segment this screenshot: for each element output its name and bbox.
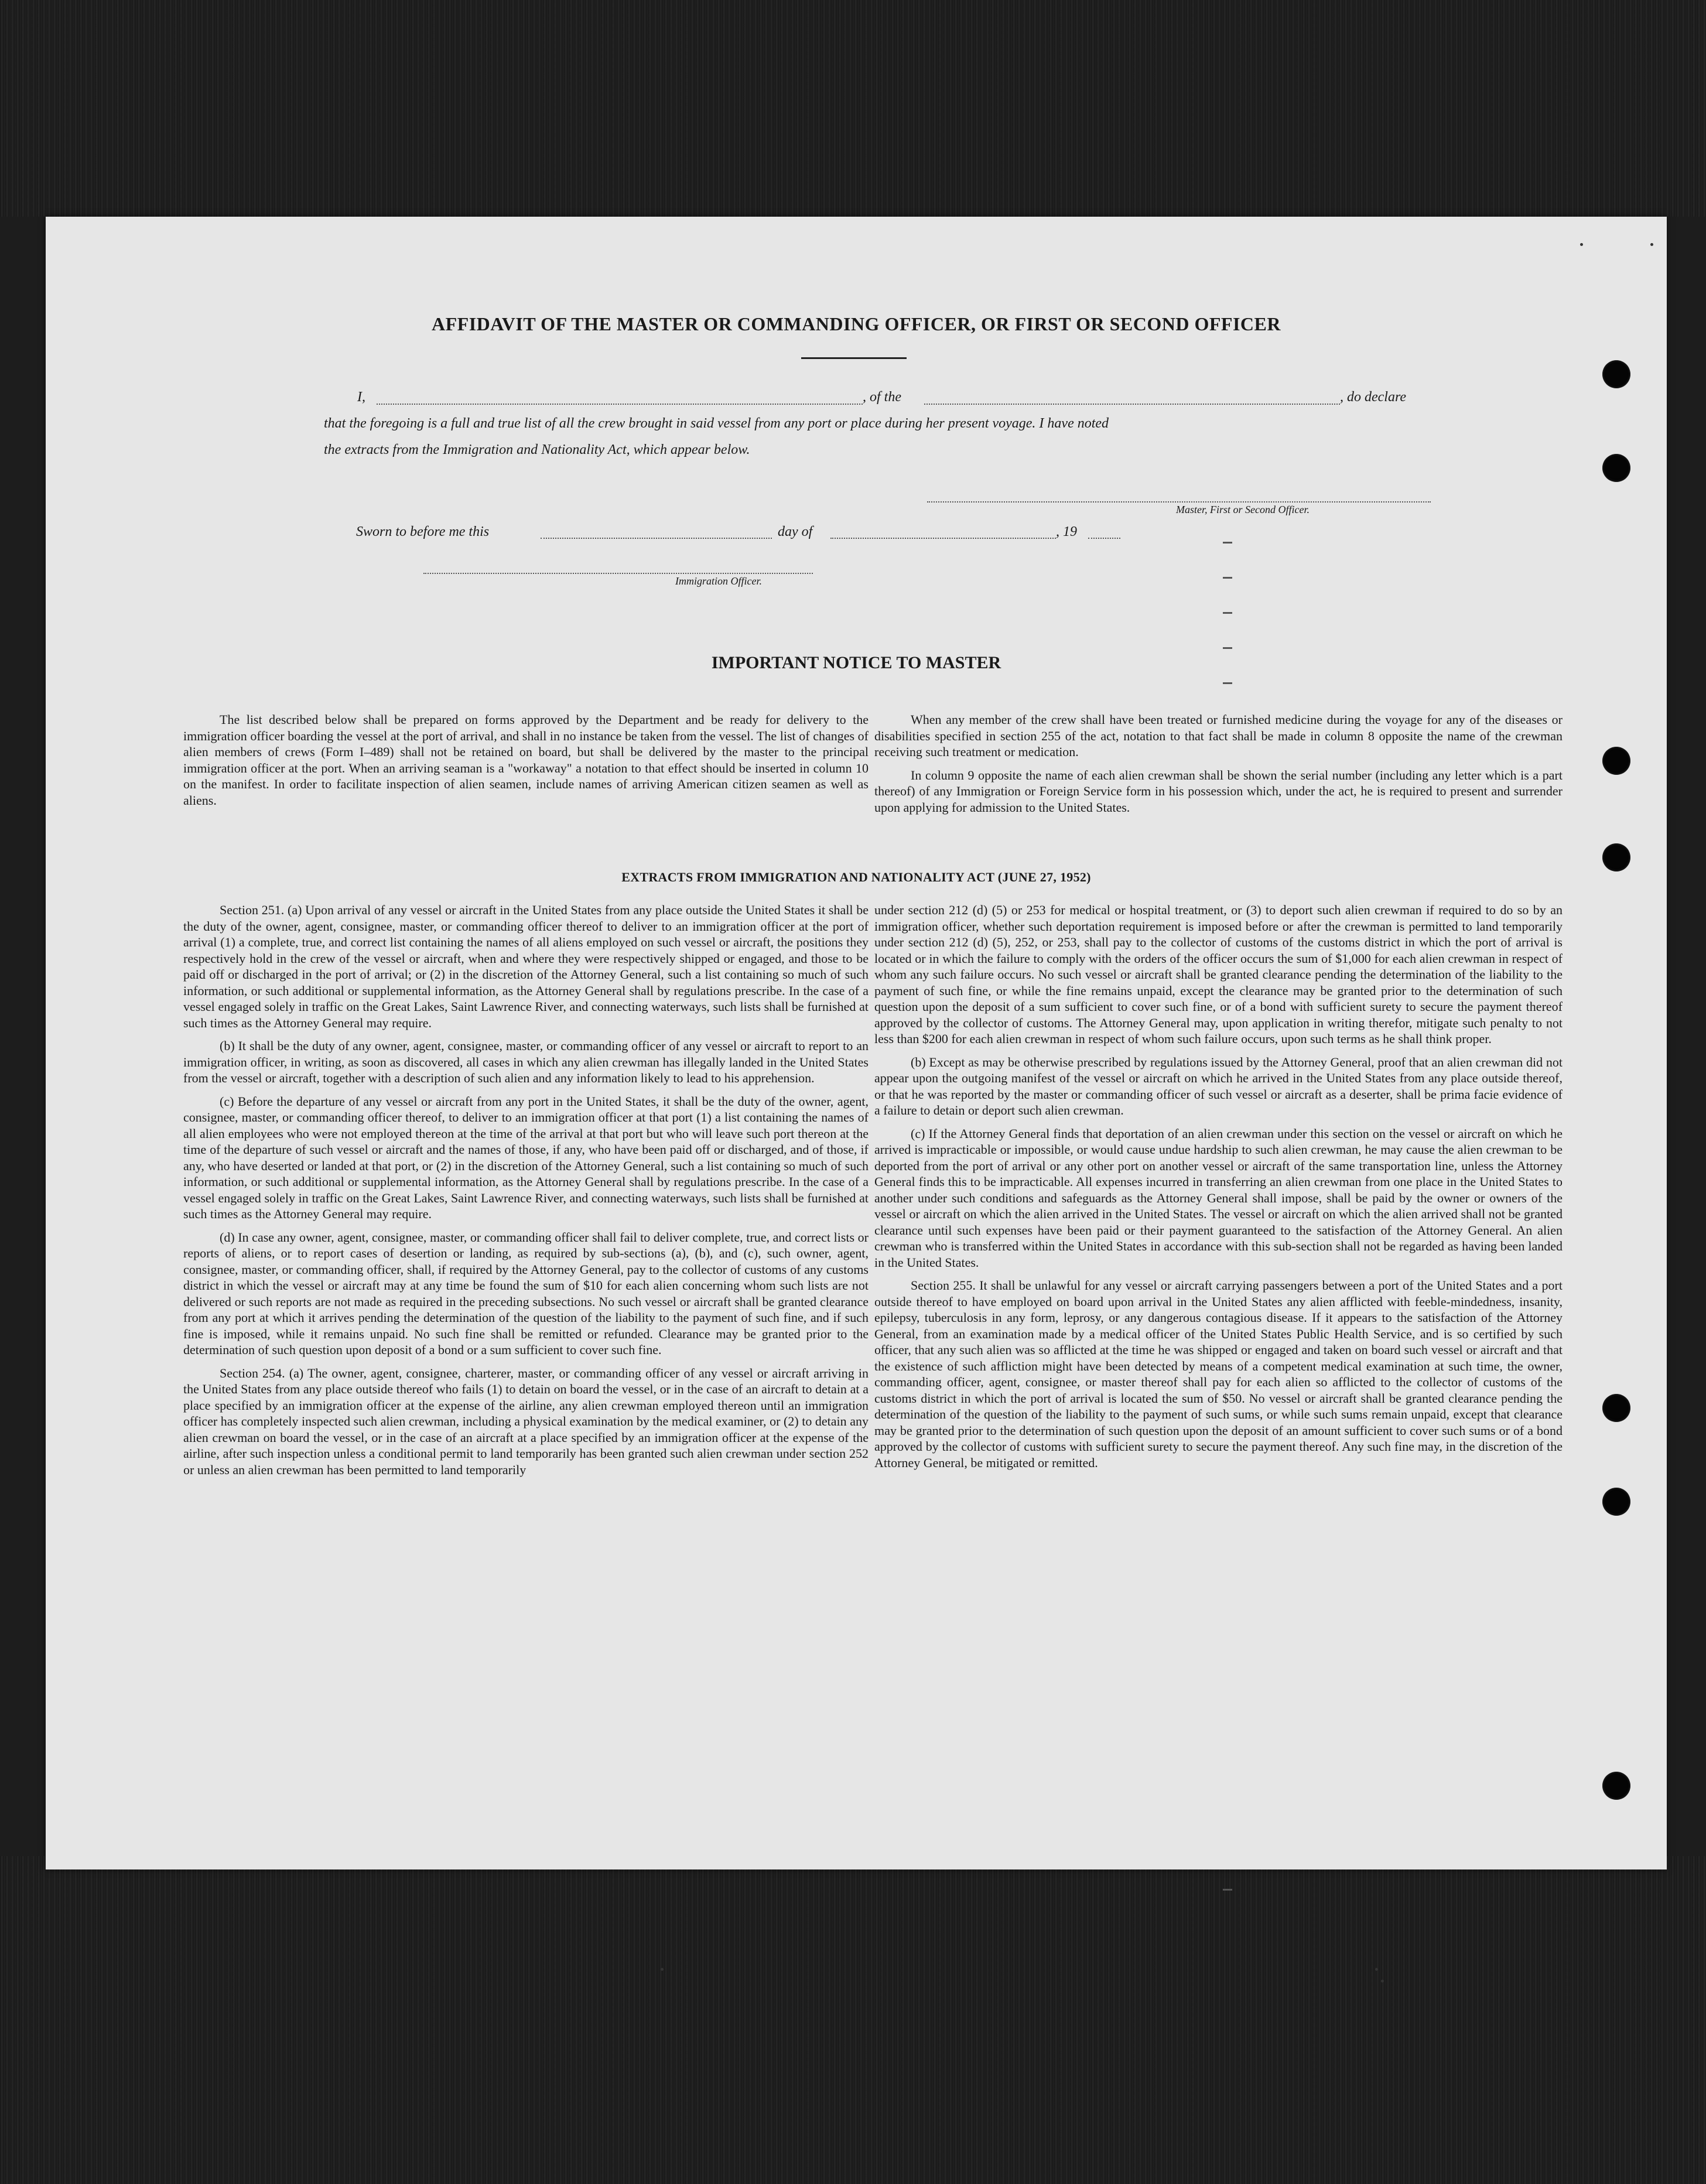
day-of-label: day of bbox=[778, 524, 813, 539]
declarant-name-field[interactable] bbox=[377, 403, 863, 405]
notice-right-column bbox=[874, 712, 1563, 822]
act-section-paragraph: Section 255. It shall be unlawful for any vessel or aircraft carrying passengers between a port of the United States and a port outside thereof to have employed on board upon arrival in the United States any alien afflicted with feeble-mindedness, insanity, epilepsy, tuberculosis in any form, leprosy, or any dangerous contagious disease. If it appears to the satisfaction of the Attorney General, from an examination made by a medical officer of the United States Public Health Service, and is so certified by such officer, that any such alien was so afflicted at the time he was shipped or engaged and taken on board such vessel or aircraft and that the existence of such affliction might have been detected by means of a competent medical examination at such time, the owner, commanding officer, agent, consignee, or master thereof shall pay for each alien so afflicted to the collector of customs of the customs district in which the port of arrival is located the sum of $50. No vessel or aircraft shall be granted clearance pending the determination of the question of the liability to the payment of such sums, or while such sums remain unpaid, except that clearance may be granted prior to the determination of such question upon the deposit of an amount sufficient to cover such sums or of a bond approved by the collector of customs with sufficient surety to secure the payment thereof. Any such fine may, in the discretion of the Attorney General, be mitigated or remitted. bbox=[874, 1278, 1563, 1470]
bleed-through-mark bbox=[1223, 647, 1232, 649]
act-section-paragraph: Section 251. (a) Upon arrival of any vessel or aircraft in the United States from any place outside the United States it shall be the duty of the owner, agent, consignee, master, or commanding officer thereof to deliver to an immigration officer at the port of arrival (1) a complete, true, and correct list containing the names of all aliens employed on such vessel or aircraft, the positions they respectively hold in the crew of the vessel or aircraft, when and where they were respectively shipped or engaged, and those to be paid off or discharged in the port of arrival; or (2) in the discretion of the Attorney General, such a list containing so much of such information, or such additional or supplemental information, as the Attorney General shall by regulations prescribe. In the case of a vessel engaged solely in traffic on the Great Lakes, Saint Lawrence River, and connecting waterways, such lists shall be furnished at such times as the Attorney General may require. bbox=[183, 903, 869, 1030]
scanner-background-top bbox=[0, 0, 1706, 217]
bleed-through-mark bbox=[1223, 542, 1232, 544]
notice-paragraph: The list described below shall be prepared on forms approved by the Department and be ready for delivery to the immigration officer boarding the vessel at the port of arrival, and shall in no instance be taken from the vessel. The list of changes of alien members of crews (Form I–489) shall not be retained on board, but shall be delivered by the master to the principal immigration officer at the port. When an arriving seaman is a "workaway" a notation to that effect should be inserted in column 10 on the manifest. In order to facilitate inspection of alien seamen, include names of arriving American citizen seamen as well as aliens. bbox=[183, 712, 869, 808]
punch-hole bbox=[1602, 360, 1630, 388]
document-page bbox=[46, 217, 1667, 1869]
punch-hole bbox=[1602, 843, 1630, 871]
title-underline bbox=[801, 357, 907, 359]
vessel-name-field[interactable] bbox=[924, 403, 1340, 405]
of-the-label: , of the bbox=[863, 389, 901, 405]
do-declare-label: , do declare bbox=[1340, 389, 1407, 405]
act-section-paragraph: (c) Before the departure of any vessel or aircraft from any port in the United States, it shall be the duty of the owner, agent, consignee, master, or commanding officer thereof, to deliver to an immigration officer at that port (1) a list containing the names of all alien employees who were not employed thereon at the time of the arrival at that port but who will leave such port thereon at the time of the departure of such vessel or aircraft and the names of those, if any, who have been paid off or discharged, and of those, if any, who have deserted or landed at that port, or (2) in the discretion of the Attorney General, such a list containing so much of such information, or such additional or supplemental information, as the Attorney General shall by regulations prescribe. In the case of a vessel engaged solely in traffic on the Great Lakes, Saint Lawrence River, and connecting waterways, such lists shall be furnished at such times as the Attorney General may require. bbox=[183, 1093, 869, 1221]
punch-hole bbox=[1602, 747, 1630, 775]
paper-speck bbox=[1580, 243, 1583, 246]
bleed-through-mark bbox=[1223, 1889, 1232, 1891]
notice-paragraph: When any member of the crew shall have been treated or furnished medicine during the voyage for any of the diseases or disabilities specified in section 255 of the act, notation to that fact shall be made in column 8 opposite the name of the crewman receiving such treatment or medication. bbox=[874, 712, 1563, 759]
notice-left-column bbox=[183, 712, 869, 815]
master-signature-caption: Master, First or Second Officer. bbox=[1176, 504, 1310, 515]
paper-speck bbox=[1650, 243, 1653, 246]
declarant-prefix: I, bbox=[357, 389, 365, 405]
act-section-paragraph: Section 254. (a) The owner, agent, consignee, charterer, master, or commanding officer of any vessel or aircraft arriving in the United States from any place outside thereof who fails (1) to detain on board the vessel, or in the case of an aircraft to detain at a place specified by an immigration officer at the expense of the airline, any alien crewman employed thereon until an immigration officer has completely inspected such alien crewman, including a physical examination by the medical examiner, or (2) to detain any alien crewman on board the vessel, or in the case of an aircraft at a place specified by an immigration officer at the expense of the airline, after such inspection unless a conditional permit to land temporarily has been granted such alien crewman under section 252 or unless an alien crewman has been permitted to land temporarily bbox=[183, 1365, 869, 1477]
scanner-background-bottom bbox=[0, 1856, 1706, 2184]
affidavit-title: AFFIDAVIT OF THE MASTER OR COMMANDING OFFICER, OR FIRST OR SECOND OFFICER bbox=[432, 313, 1281, 334]
year-label: , 19 bbox=[1056, 524, 1077, 539]
immigration-officer-caption: Immigration Officer. bbox=[675, 575, 762, 587]
act-section-paragraph: under section 212 (d) (5) or 253 for medical or hospital treatment, or (3) to deport such alien crewman if required to do so by an immigration officer, whether such deportation requirement is imposed before or after the crewman is permitted to land temporarily under section 212 (d) (5), 252, or 253, shall pay to the collector of customs of the customs district in which the port of arrival is located or in which the failure to comply with the orders of the officer occurs the sum of $1,000 for each alien crewman in respect of whom any such failure occurs. No such vessel or aircraft shall be granted clearance pending the determination of the liability to the payment of such fine, or while the fine remains unpaid, except the clearance may be granted prior to the determination of such question upon the deposit of a sum sufficient to cover such fine, or of a bond with sufficient surety to secure the payment thereof approved by the collector of customs. The Attorney General may, upon application in writing therefor, mitigate such penalty to not less than $200 for each alien crewman in respect of whom such failure occurs, upon such terms as he shall think proper. bbox=[874, 903, 1563, 1046]
sworn-day-field[interactable] bbox=[541, 537, 772, 539]
punch-hole bbox=[1602, 454, 1630, 482]
extracts-right-column bbox=[874, 902, 1563, 1478]
punch-hole bbox=[1602, 1488, 1630, 1516]
extracts-left-column bbox=[183, 902, 869, 1485]
notice-paragraph: In column 9 opposite the name of each alien crewman shall be shown the serial number (including any letter which is a part thereof) of any Immigration or Foreign Service form in his possession which, under the act, he is required to present and surrender upon applying for admission to the United States. bbox=[874, 767, 1563, 815]
notice-title: IMPORTANT NOTICE TO MASTER bbox=[711, 653, 1001, 672]
act-section-paragraph: (b) Except as may be otherwise prescribed by regulations issued by the Attorney General, proof that an alien crewman did not appear upon the outgoing manifest of the vessel or aircraft on which he arrived in the United States from any place outside thereof, or that he was reported by the master or commanding officer of such vessel or aircraft as a deserter, shall be prima facie evidence of a failure to detain or deport such alien crewman. bbox=[874, 1054, 1563, 1117]
paper-speck bbox=[1375, 1968, 1378, 1971]
sworn-month-field[interactable] bbox=[830, 537, 1056, 539]
bleed-through-mark bbox=[1223, 612, 1232, 614]
punch-hole bbox=[1602, 1394, 1630, 1422]
declaration-line-2: the extracts from the Immigration and Nationality Act, which appear below. bbox=[324, 442, 750, 457]
act-section-paragraph: (d) In case any owner, agent, consignee, master, or commanding officer shall fail to deliver complete, true, and correct lists or reports of aliens, or to report cases of desertion or landing, as required by sub-sections (a), (b), and (c), such owner, agent, consignee, master, or commanding officer, shall, if required by the Attorney General, pay to the collector of customs of any customs district in which the vessel or aircraft may at any time be found the sum of $10 for each alien concerning whom such lists are not delivered or such reports are not made as required in the preceding subsections. No such vessel or aircraft shall be granted clearance from any port at which it arrives pending the determination of the question of the liability to the payment of such fine, and if such fine is imposed, while it remains unpaid. No such fine shall be remitted or refunded. Clearance may be granted prior to the determination of such question upon deposit of a bond or a sum sufficient to cover such fine. bbox=[183, 1229, 869, 1357]
paper-speck bbox=[1381, 1980, 1384, 1983]
extracts-title: EXTRACTS FROM IMMIGRATION AND NATIONALITY ACT (JUNE 27, 1952) bbox=[621, 870, 1091, 884]
master-signature-field[interactable] bbox=[927, 501, 1431, 503]
paper-speck bbox=[661, 1968, 664, 1971]
act-section-paragraph: (b) It shall be the duty of any owner, agent, consignee, master, or commanding officer of any vessel or aircraft to report to an immigration officer, in writing, as soon as discovered, all cases in which any alien crewman has illegally landed in the United States from the vessel or aircraft, together with a description of such alien and any information likely to lead to his apprehension. bbox=[183, 1038, 869, 1085]
act-section-paragraph: (c) If the Attorney General finds that deportation of an alien crewman under this section on the vessel or aircraft on which he arrived is impracticable or impossible, or would cause undue hardship to such alien crewman, he may cause the alien crewman to be deported from the port of arrival or any other port on another vessel or aircraft of the same transportation line, unless the Attorney General finds this to be impracticable. All expenses incurred in transferring an alien crewman from one place in the United States to another under such conditions and safeguards as the Attorney General shall impose, shall be paid by the owner or owners of the vessel or aircraft on which the alien arrived in the United States. The vessel or aircraft on which the alien arrived shall not be granted clearance until such expenses have been paid or their payment guaranteed to the satisfaction of the Attorney General. An alien crewman who is transferred within the United States in accordance with this sub-section shall not be regarded as having been landed in the United States. bbox=[874, 1126, 1563, 1270]
punch-hole bbox=[1602, 1772, 1630, 1800]
declaration-line-1: that the foregoing is a full and true list of all the crew brought in said vessel from any port or place during her present voyage. I have noted bbox=[324, 416, 1109, 431]
sworn-before-label: Sworn to before me this bbox=[356, 524, 490, 539]
sworn-year-field[interactable] bbox=[1088, 537, 1120, 539]
bleed-through-mark bbox=[1223, 682, 1232, 684]
immigration-officer-signature-field[interactable] bbox=[423, 572, 813, 574]
bleed-through-mark bbox=[1223, 577, 1232, 579]
